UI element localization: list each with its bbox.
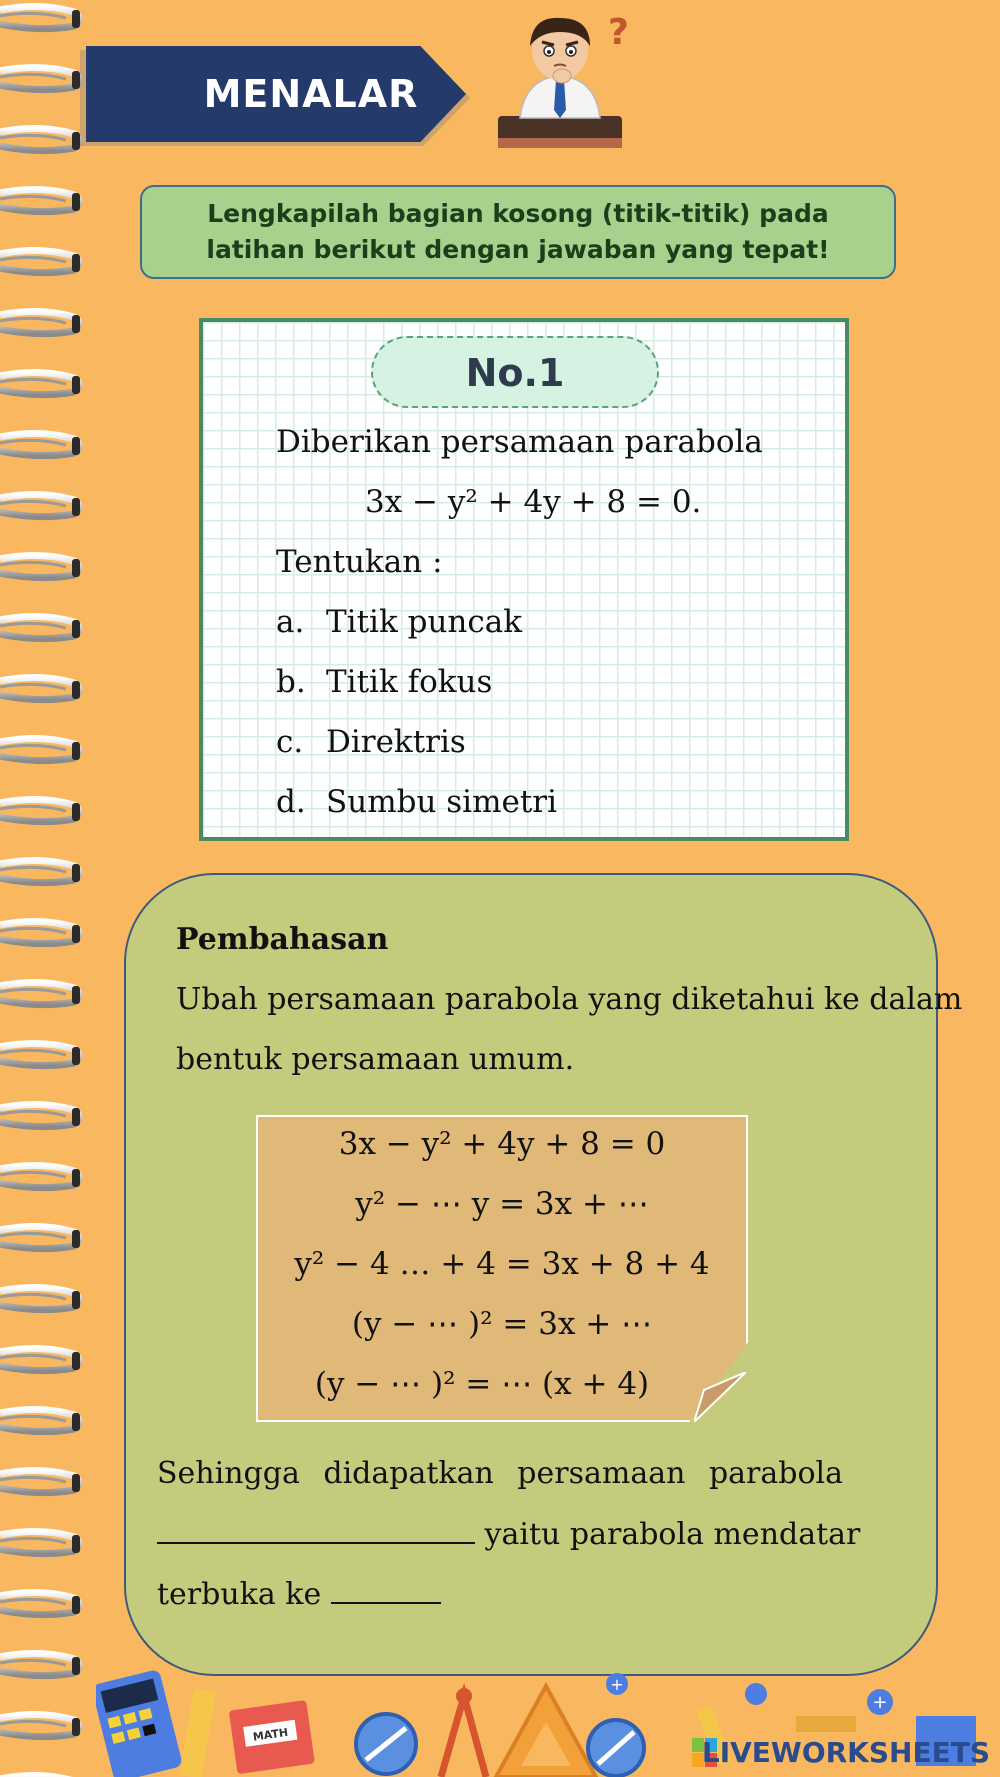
- option-text: Direktris: [326, 724, 466, 760]
- svg-text:+: +: [610, 1675, 624, 1694]
- spiral-ring: [0, 921, 80, 943]
- spiral-ring: [0, 1348, 80, 1370]
- discussion-title: Pembahasan: [176, 922, 389, 957]
- option-text: Sumbu simetri: [326, 784, 558, 820]
- conclusion-word: Sehingga: [157, 1456, 300, 1491]
- spiral-ring: [0, 860, 80, 882]
- option-letter: b.: [276, 664, 306, 700]
- option-c: [276, 724, 466, 760]
- liveworksheets-brand[interactable]: LIVEWORKSHEETS: [701, 1736, 990, 1769]
- option-letter: a.: [276, 604, 305, 640]
- discussion-line-1: Ubah persamaan parabola yang diketahui ke dalam: [176, 982, 963, 1017]
- conclusion-word: parabola: [708, 1456, 843, 1491]
- spiral-ring: [0, 1409, 80, 1431]
- option-d: [276, 784, 557, 820]
- spiral-ring: [0, 433, 80, 455]
- spiral-ring: [0, 128, 80, 150]
- question-mark-icon: ?: [608, 12, 629, 53]
- spiral-ring: [0, 1531, 80, 1553]
- conclusion-word: persamaan: [517, 1456, 686, 1491]
- question-prompt: Tentukan :: [276, 544, 443, 580]
- option-a: [276, 604, 522, 640]
- page-title: MENALAR: [203, 72, 419, 116]
- spiral-ring: [0, 311, 80, 333]
- option-b: [276, 664, 492, 700]
- question-equation: 3x − y² + 4y + 8 = 0.: [365, 484, 702, 520]
- step-line-4: (y − ⋯ )² = 3x + ⋯: [351, 1306, 653, 1342]
- spiral-ring: [0, 67, 80, 89]
- spiral-ring: [0, 738, 80, 760]
- thinking-student-icon: [490, 6, 640, 154]
- step-line-3: y² − 4 … + 4 = 3x + 8 + 4: [294, 1246, 710, 1282]
- spiral-ring: [0, 677, 80, 699]
- spiral-ring: [0, 1226, 80, 1248]
- equation-answer-field[interactable]: [157, 1516, 475, 1544]
- direction-answer-field[interactable]: [331, 1576, 441, 1604]
- conclusion-line-3: [157, 1576, 441, 1612]
- instruction-line-1: Lengkapilah bagian kosong (titik-titik) pada: [207, 199, 829, 228]
- spiral-ring: [0, 1714, 80, 1736]
- spiral-ring: [0, 250, 80, 272]
- spiral-ring: [0, 189, 80, 211]
- spiral-ring: [0, 494, 80, 516]
- step-line-1: 3x − y² + 4y + 8 = 0: [338, 1126, 666, 1162]
- conclusion-line-2-text: yaitu parabola mendatar: [484, 1517, 861, 1552]
- spiral-ring: [0, 616, 80, 638]
- spiral-ring: [0, 1592, 80, 1614]
- svg-text:+: +: [872, 1692, 888, 1713]
- option-text: Titik puncak: [326, 604, 523, 640]
- spiral-ring: [0, 555, 80, 577]
- step-line-2: y² − ⋯ y = 3x + ⋯: [355, 1186, 649, 1222]
- question-number: No.1: [371, 336, 659, 408]
- spiral-ring: [0, 1653, 80, 1675]
- spiral-ring: [0, 1287, 80, 1309]
- discussion-line-2: bentuk persamaan umum.: [176, 1042, 575, 1077]
- conclusion-line-1: [157, 1456, 843, 1491]
- spiral-ring: [0, 1104, 80, 1126]
- instruction-line-2: latihan berikut dengan jawaban yang tepat!: [206, 235, 830, 264]
- spiral-ring: [0, 1165, 80, 1187]
- spiral-ring: [0, 799, 80, 821]
- option-letter: c.: [276, 724, 304, 760]
- spiral-ring: [0, 372, 80, 394]
- option-letter: d.: [276, 784, 306, 820]
- option-text: Titik fokus: [326, 664, 493, 700]
- spiral-ring: [0, 6, 80, 28]
- question-intro: Diberikan persamaan parabola: [276, 424, 763, 460]
- step-line-5: (y − ⋯ )² = ⋯ (x + 4): [314, 1366, 650, 1402]
- spiral-ring: [0, 1470, 80, 1492]
- conclusion-line-3-text: terbuka ke: [157, 1577, 322, 1612]
- spiral-ring: [0, 982, 80, 1004]
- conclusion-word: didapatkan: [323, 1456, 494, 1491]
- math-book-label: MATH: [252, 1725, 289, 1744]
- spiral-binding: [0, 0, 90, 1777]
- conclusion-line-2: [157, 1516, 860, 1552]
- spiral-ring: [0, 1043, 80, 1065]
- instruction-box: [140, 185, 896, 279]
